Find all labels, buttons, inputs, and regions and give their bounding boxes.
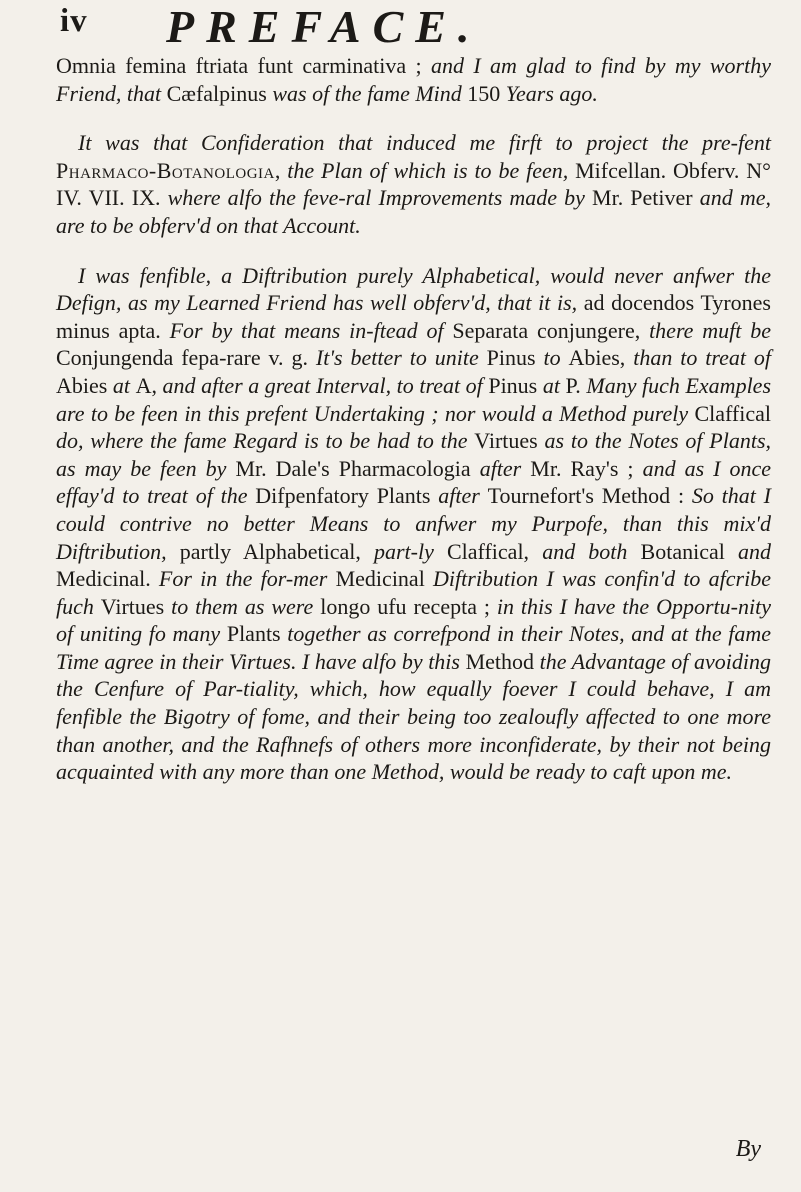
text-run: For in the for-mer: [158, 566, 336, 592]
text-run: Abies: [56, 372, 113, 398]
text-run: and as I once effay'd to treat of the: [56, 455, 772, 509]
page-header: [56, 0, 771, 52]
text-run: So that I could contrive no better Means to anfwer my Purpofe, than this mix'd Diftribution,: [56, 483, 771, 564]
text-run: Separata conjungere,: [452, 317, 650, 343]
text-run: and I am glad to find by my worthy Friend, that: [56, 53, 771, 106]
text-run: after: [438, 483, 488, 509]
text-run: For by that means in-ftead of: [169, 317, 453, 343]
text-run: Cæfalpinus: [166, 80, 273, 106]
text-run: and after a great Interval, to treat of: [162, 372, 489, 398]
text-run: I was fenfible, a Diftribution purely Alphabetical, would never anfwer the Defign, as my Learned Friend has well obferv'd, that it is,: [56, 262, 771, 316]
text-run: Botanical: [640, 538, 738, 564]
text-run: the Plan of which is to be feen,: [287, 157, 576, 183]
paragraph-1: [56, 52, 771, 107]
text-run: Many fuch Examples are to be feen in this prefent Undertaking ; nor would a Method purely: [56, 372, 772, 426]
text-run: Pinus: [486, 345, 544, 371]
text-run: Abies,: [568, 345, 634, 371]
text-run: Claffical,: [447, 538, 543, 564]
text-run: Mr. Dale's Pharmacologia: [235, 455, 480, 481]
text-run: where alfo the feve-ral Improvements made by: [167, 185, 593, 211]
text-run: longo ufu recepta ;: [320, 593, 497, 619]
text-run: there muft be: [649, 317, 772, 343]
text-run: ad docendos Tyrones minus apta.: [56, 290, 771, 343]
text-run: than to treat of: [633, 345, 772, 371]
text-run: part-ly: [374, 538, 447, 564]
text-run: at: [542, 372, 566, 398]
text-run: do, where the fame Regard is to be had to the: [56, 428, 475, 454]
text-run: Mr. Petiver: [592, 185, 700, 211]
text-run: was of the fame Mind: [272, 80, 468, 106]
text-run: Years ago.: [505, 80, 598, 106]
text-run: the Advantage of avoiding the Cenfure of Par-tiality, which, how equally foever I could behave, I am fenfible the Bigotry of fome, and their being too zealoufly affected to one more than another, and the Rafhnefs of others more inconfiderate, by their not being acquainted with any more than one Method, would be ready to caft upon me.: [56, 648, 771, 785]
text-run: Tournefort's Method :: [487, 483, 692, 509]
text-run: Pharmaco-Botanologia: [56, 157, 275, 183]
text-run: Claffical: [694, 400, 771, 426]
text-run: after: [479, 455, 531, 481]
page-number: iv: [60, 3, 88, 39]
text-run: Mr. Ray's ;: [530, 455, 643, 481]
text-run: to: [543, 345, 569, 371]
text-run: as to the Notes of Plants, as may be feen by: [56, 428, 772, 481]
text-run: Mifcellan. Obferv. N° IV. VII. IX.: [56, 157, 771, 211]
text-run: and me, are to be obferv'd on that Account.: [56, 185, 771, 238]
text-run: 150: [467, 80, 506, 106]
text-run: ,: [274, 157, 288, 183]
text-run: A,: [135, 372, 163, 398]
text-run: It's better to unite: [315, 345, 487, 371]
text-run: Diftribution I was confin'd to afcribe fuch: [56, 566, 771, 619]
text-run: in this I have the Opportu-nity of uniting fo many: [56, 593, 771, 647]
paragraph-3: [56, 262, 771, 786]
running-head: PREFACE.: [166, 1, 482, 52]
text-run: Conjungenda fepa-rare v. g.: [56, 345, 316, 371]
paragraph-2: [56, 129, 771, 239]
text-run: together as correfpond in their Notes, and at the fame Time agree in their Virtues. I have alfo by this: [56, 621, 772, 674]
text-run: partly Alphabetical,: [179, 538, 374, 564]
text-run: Difpenfatory Plants: [255, 483, 439, 509]
text-run: Medicinal: [335, 566, 434, 592]
text-run: Pinus: [488, 372, 543, 398]
text-run: and both: [542, 538, 641, 564]
text-run: Virtues: [100, 593, 172, 619]
text-run: Medicinal.: [56, 566, 159, 592]
text-run: Method: [465, 648, 540, 674]
text-run: P.: [565, 372, 587, 398]
text-run: Omnia femina ftriata funt carminativa ;: [56, 53, 431, 78]
text-run: Plants: [226, 621, 288, 647]
text-run: to them as were: [171, 593, 321, 619]
text-run: It was that Confideration that induced me firft to project the pre-fent: [78, 130, 771, 156]
text-run: at: [112, 372, 136, 398]
catchword: By: [735, 1136, 761, 1162]
text-run: Virtues: [474, 428, 545, 454]
text-run: and: [737, 538, 771, 564]
